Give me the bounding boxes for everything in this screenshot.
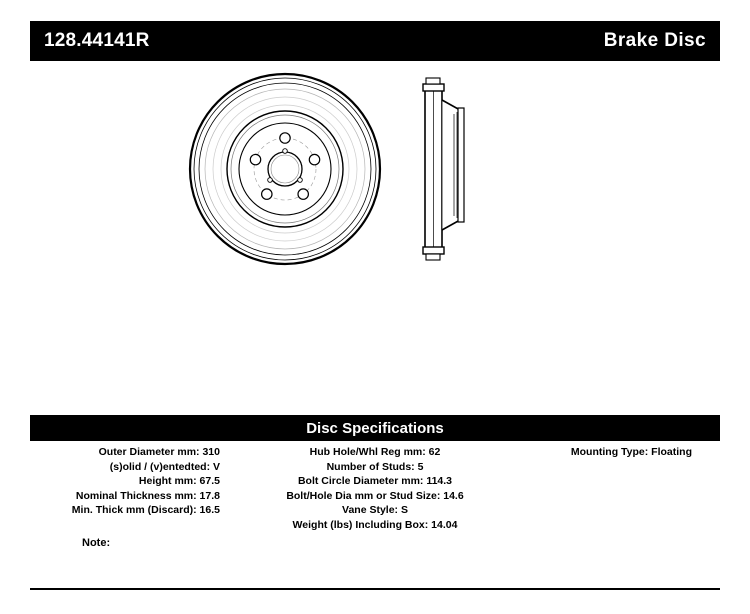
spec-item: Outer Diameter mm: 310 <box>98 446 220 458</box>
spec-column-middle <box>230 445 520 533</box>
spec-item: Nominal Thickness mm: 17.8 <box>75 489 220 502</box>
part-number: 128.44141R <box>44 30 150 51</box>
header-bar <box>30 21 720 61</box>
brake-rotor-edge-view <box>423 78 464 260</box>
spec-item: Number of Studs: 5 <box>326 460 424 473</box>
spec-item: Vane Style: S <box>342 504 408 517</box>
spec-title-bar <box>30 415 720 441</box>
brake-rotor-face-view <box>190 74 380 264</box>
spec-item: Min. Thick mm (Discard): 16.5 <box>71 504 220 517</box>
spec-item: Bolt Circle Diameter mm: 114.3 <box>297 475 453 488</box>
spec-item: Mounting Type: Floating <box>570 446 692 458</box>
spec-columns <box>30 445 720 533</box>
spec-item: Bolt/Hole Dia mm or Stud Size: 14.6 <box>286 489 464 502</box>
spec-item: Weight (lbs) Including Box: 14.04 <box>292 518 458 531</box>
spec-item: Height mm: 67.5 <box>138 475 220 488</box>
spec-column-right <box>520 445 720 460</box>
bottom-divider <box>30 588 720 590</box>
note-label: Note: <box>82 537 111 549</box>
rotor-drawing <box>30 70 720 400</box>
spec-item: Hub Hole/Whl Reg mm: 62 <box>309 446 441 458</box>
spec-column-left <box>30 445 230 518</box>
product-illustration <box>30 70 720 400</box>
note-row <box>30 537 720 549</box>
spec-item: (s)olid / (v)entedted: V <box>109 460 220 473</box>
spec-title: Disc Specifications <box>306 419 444 437</box>
product-type-label: Brake Disc <box>603 30 706 51</box>
